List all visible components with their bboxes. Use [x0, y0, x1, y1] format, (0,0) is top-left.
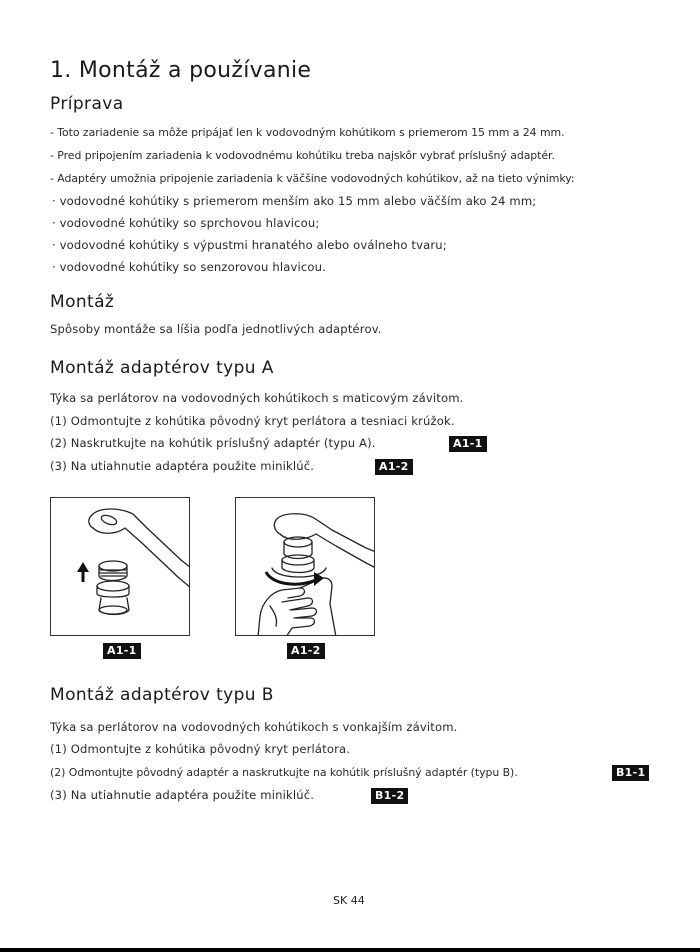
heading-typ-a: Montáž adaptérov typu A: [50, 358, 274, 378]
typ-b-intro: Týka sa perlátorov na vodovodných kohútikoch s vonkajším závitom.: [50, 720, 458, 734]
heading-priprava: Príprava: [50, 94, 124, 114]
section-title: 1. Montáž a používanie: [50, 58, 312, 83]
priprava-line-3: - Adaptéry umožnia pripojenie zariadenia k väčšine vodovodných kohútikov, až na tieto výnimky:: [50, 172, 575, 185]
montaz-text: Spôsoby montáže sa líšia podľa jednotlivých adaptérov.: [50, 322, 382, 336]
hand-wrench-illustration: [236, 498, 375, 636]
priprava-line-1: - Toto zariadenie sa môže pripájať len k vodovodným kohútikom s priemerom 15 mm a 24 mm.: [50, 126, 565, 139]
typ-a-intro: Týka sa perlátorov na vodovodných kohútikoch s maticovým závitom.: [50, 391, 464, 405]
typ-a-step-2: (2) Naskrutkujte na kohútik príslušný adaptér (typu A).: [50, 436, 376, 450]
figure-a1-2: [235, 497, 375, 636]
priprava-bullet-1: · vodovodné kohútiky s priemerom menším ako 15 mm alebo väčším ako 24 mm;: [52, 194, 537, 208]
priprava-bullet-4: · vodovodné kohútiky so senzorovou hlavicou.: [52, 260, 326, 274]
priprava-bullet-3: · vodovodné kohútiky s výpustmi hranatého alebo oválneho tvaru;: [52, 238, 447, 252]
bottom-border: [0, 948, 700, 952]
page-number: SK 44: [333, 894, 365, 907]
typ-b-step-1: (1) Odmontujte z kohútika pôvodný kryt perlátora.: [50, 742, 351, 756]
figure-a1-1: [50, 497, 190, 636]
heading-montaz: Montáž: [50, 292, 115, 312]
badge-a1-2: A1-2: [375, 459, 413, 475]
typ-a-step-3: (3) Na utiahnutie adaptéra použite miniklúč.: [50, 459, 315, 473]
badge-b1-1: B1-1: [612, 765, 649, 781]
typ-b-step-3: (3) Na utiahnutie adaptéra použite miniklúč.: [50, 788, 315, 802]
badge-b1-2: B1-2: [371, 788, 408, 804]
caption-a1-2: A1-2: [287, 643, 325, 659]
typ-b-step-2: (2) Odmontujte pôvodný adaptér a naskrutkujte na kohútik príslušný adaptér (typu B).: [50, 766, 518, 779]
faucet-adapter-illustration: [51, 498, 190, 636]
typ-a-step-1: (1) Odmontujte z kohútika pôvodný kryt perlátora a tesniaci krúžok.: [50, 414, 455, 428]
caption-a1-1: A1-1: [103, 643, 141, 659]
priprava-line-2: - Pred pripojením zariadenia k vodovodnému kohútiku treba najskôr vybrať príslušný adaptér.: [50, 149, 555, 162]
badge-a1-1: A1-1: [449, 436, 487, 452]
heading-typ-b: Montáž adaptérov typu B: [50, 685, 274, 705]
priprava-bullet-2: · vodovodné kohútiky so sprchovou hlavicou;: [52, 216, 320, 230]
